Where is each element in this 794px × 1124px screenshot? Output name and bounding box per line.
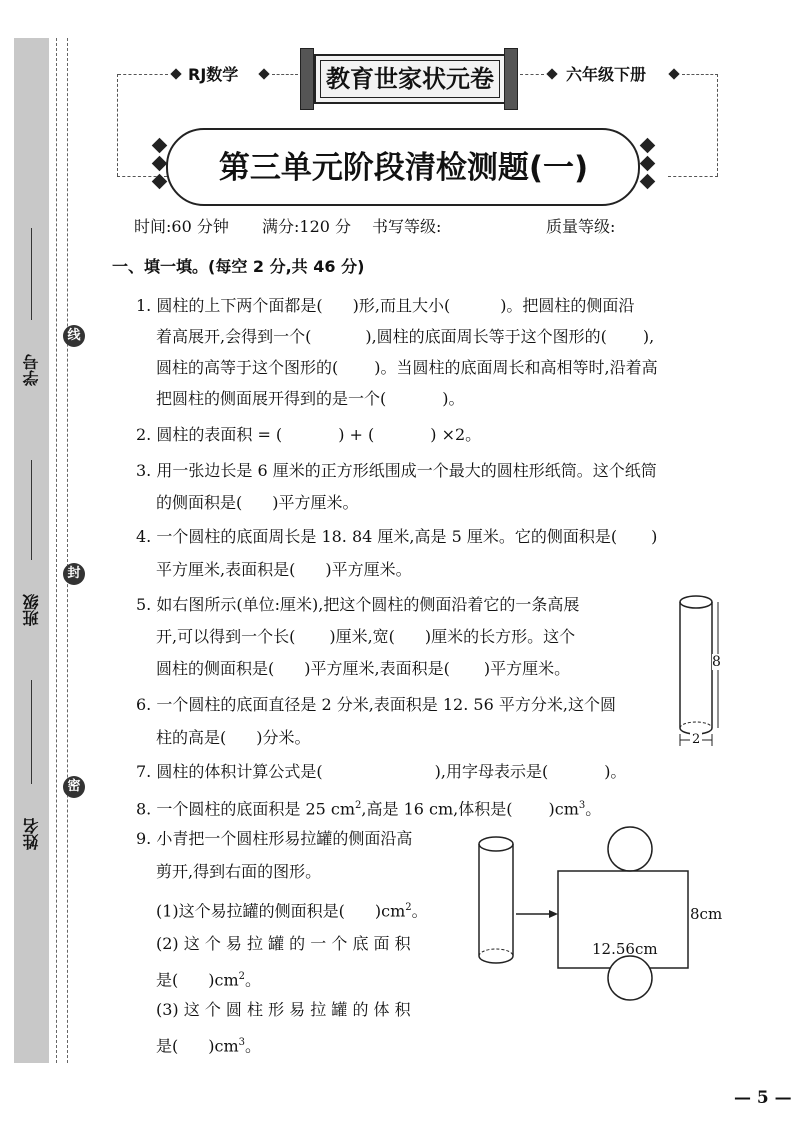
- can-top: [479, 837, 513, 851]
- net-bottom-circle: [608, 956, 652, 1000]
- q9-line1: 9. 小青把一个圆柱形易拉罐的侧面沿高: [136, 829, 413, 848]
- q9-text: 是(: [156, 970, 179, 990]
- superscript: 2: [355, 800, 362, 811]
- q9-text: 。: [411, 901, 428, 921]
- q3-text: 的侧面积是(: [156, 493, 243, 512]
- brand-title: 教育世家状元卷: [320, 60, 500, 98]
- q1-line3: [156, 351, 658, 385]
- q8-text: 8. 一个圆柱的底面积是 25 cm: [136, 799, 356, 819]
- header-dash: [272, 74, 298, 75]
- seal-xian: 线: [63, 325, 85, 347]
- q2-text: ) + (: [338, 425, 375, 444]
- header-dash-right-bottom: [668, 176, 718, 177]
- q1-line1: [136, 289, 634, 323]
- q4-text: 4. 一个圆柱的底面周长是 18. 84 厘米,高是 5 厘米。它的侧面积是(: [136, 527, 618, 546]
- diamond-icon: [152, 156, 168, 172]
- writing-grade: 书写等级:: [372, 217, 442, 236]
- q6-line1: 6. 一个圆柱的底面直径是 2 分米,表面积是 12. 56 平方分米,这个圆: [136, 695, 616, 714]
- cut-line: [56, 38, 57, 1063]
- header-dash: [520, 74, 544, 75]
- header-dash-left-vertical: [117, 74, 118, 176]
- q9-text: 。: [245, 970, 262, 990]
- xue-hao-line: [31, 228, 32, 320]
- q4-text: ): [651, 527, 658, 546]
- q5-text: 圆柱的侧面积是(: [156, 659, 275, 678]
- section-heading: 一、填一填。(每空 2 分,共 46 分): [112, 257, 365, 276]
- q9-figure: [472, 826, 722, 1006]
- diamond-icon: [546, 68, 557, 79]
- q1-text: 着高展开,会得到一个(: [156, 327, 312, 346]
- diamond-icon: [640, 138, 656, 154]
- quality-grade: 质量等级:: [546, 217, 616, 236]
- q5-text: )平方厘米,表面积是(: [304, 659, 450, 678]
- q2-text: 2. 圆柱的表面积 = (: [136, 425, 283, 444]
- q5-text: 开,可以得到一个长(: [156, 627, 296, 646]
- q6-text: )分米。: [256, 728, 311, 747]
- q1-text: 1. 圆柱的上下两个面都是(: [136, 296, 323, 315]
- q5-diameter-label: 2: [692, 732, 701, 747]
- q9-text: 是(: [156, 1036, 179, 1056]
- net-top-circle: [608, 827, 652, 871]
- q9-part3-answer: [156, 1026, 261, 1063]
- q2: [136, 418, 481, 452]
- diamond-icon: [640, 174, 656, 190]
- scroll-roll-right: [504, 48, 518, 110]
- superscript: 2: [405, 902, 412, 913]
- diamond-icon: [152, 138, 168, 154]
- q5-text: )厘米的长方形。这个: [424, 627, 576, 646]
- can-bottom: [479, 956, 513, 963]
- cylinder-top: [680, 596, 712, 608]
- subject-tag: RJ数学: [188, 65, 239, 84]
- q5-line3: [156, 652, 570, 686]
- page-number: — 5 —: [734, 1088, 792, 1108]
- header-dash-right-vertical: [717, 74, 718, 176]
- q1-text: )形,而且大小(: [352, 296, 451, 315]
- cylinder-bottom-hidden: [680, 722, 712, 728]
- q1-text: 把圆柱的侧面展开得到的是一个(: [156, 389, 387, 408]
- q5-line1: 5. 如右图所示(单位:厘米),把这个圆柱的侧面沿着它的一条高展: [136, 595, 580, 614]
- q7: [136, 755, 626, 789]
- can-bottom-hidden: [479, 949, 513, 956]
- q1-text: )。当圆柱的底面周长和高相等时,沿着高: [374, 358, 658, 377]
- q5-height-label: 8: [712, 654, 721, 670]
- q8-text: ,高是 16 cm,体积是(: [361, 799, 513, 819]
- q4-text: 平方厘米,表面积是(: [156, 560, 296, 579]
- q4-line1: [136, 520, 657, 554]
- q9-part2-answer: [156, 960, 261, 997]
- q9-text: )cm: [208, 1036, 239, 1056]
- q8-text: )cm: [548, 799, 579, 819]
- exam-full-score: 满分:120 分: [262, 217, 352, 236]
- superscript: 3: [578, 800, 586, 811]
- q9-line2: 剪开,得到右面的图形。: [156, 862, 322, 881]
- q9-text: (1)这个易拉罐的侧面积是(: [156, 901, 345, 921]
- q9-part1: [156, 891, 428, 928]
- q1-text: ),圆柱的底面周长等于这个图形的(: [365, 327, 607, 346]
- q2-text: ) ×2。: [430, 425, 482, 444]
- q9-part3: (3) 这 个 圆 柱 形 易 拉 罐 的 体 积: [156, 1000, 411, 1019]
- q9-text: 。: [245, 1036, 262, 1056]
- ban-ji-line: [31, 460, 32, 560]
- xing-ming-label: 姓名: [22, 818, 41, 850]
- q3-text: )平方厘米。: [272, 493, 359, 512]
- grade-tag: 六年级下册: [566, 65, 647, 84]
- q1-line4: [156, 382, 465, 416]
- q5-text: )厘米,宽(: [329, 627, 395, 646]
- q5-line2: [156, 620, 575, 654]
- q7-text: ),用字母表示是(: [434, 762, 549, 781]
- q6-line2: [156, 721, 311, 755]
- q9-length-label: 12.56cm: [592, 940, 658, 958]
- q3-line1: 3. 用一张边长是 6 厘米的正方形纸围成一个最大的圆柱形纸筒。这个纸筒: [136, 461, 657, 480]
- q9-text: )cm: [208, 970, 239, 990]
- q8: [136, 789, 601, 826]
- diamond-icon: [640, 156, 656, 172]
- header-dash-right: [682, 74, 718, 75]
- diamond-icon: [668, 68, 679, 79]
- brand-scroll: [300, 48, 518, 108]
- diamond-icon: [258, 68, 269, 79]
- q5-text: )平方厘米。: [483, 659, 571, 678]
- q1-text: )。: [442, 389, 465, 408]
- q8-text: 。: [585, 799, 602, 819]
- q7-text: 7. 圆柱的体积计算公式是(: [136, 762, 323, 781]
- header-dash-left: [118, 74, 168, 75]
- q4-text: )平方厘米。: [325, 560, 412, 579]
- scroll-body: [314, 54, 506, 104]
- page-title: 第三单元阶段清检测题(一): [218, 150, 589, 186]
- q9-text: )cm: [374, 901, 406, 921]
- superscript: 2: [238, 971, 245, 982]
- superscript: 3: [238, 1037, 245, 1048]
- q1-text: 圆柱的高等于这个图形的(: [156, 358, 339, 377]
- q3-line2: [156, 486, 359, 520]
- q1-line2: [156, 320, 654, 354]
- q1-text: ),: [642, 327, 655, 346]
- ban-ji-label: 班级: [22, 594, 41, 626]
- q4-line2: [156, 553, 412, 587]
- exam-time: 时间:60 分钟: [134, 217, 229, 236]
- arrow-icon: [549, 910, 558, 918]
- q1-text: )。把圆柱的侧面沿: [500, 296, 635, 315]
- xing-ming-line: [31, 680, 32, 784]
- q6-text: 柱的高是(: [156, 728, 227, 747]
- cut-line: [67, 38, 68, 1063]
- scroll-roll-left: [300, 48, 314, 110]
- q7-text: )。: [604, 762, 627, 781]
- seal-mi: 密: [63, 776, 85, 798]
- diamond-icon: [170, 68, 181, 79]
- diamond-icon: [152, 174, 168, 190]
- xue-hao-label: 学号: [22, 354, 41, 386]
- q9-height-label: 8cm: [690, 905, 723, 923]
- diamond-stack-right: [638, 140, 658, 194]
- seal-feng: 封: [63, 563, 85, 585]
- q9-part2: (2) 这 个 易 拉 罐 的 一 个 底 面 积: [156, 934, 411, 953]
